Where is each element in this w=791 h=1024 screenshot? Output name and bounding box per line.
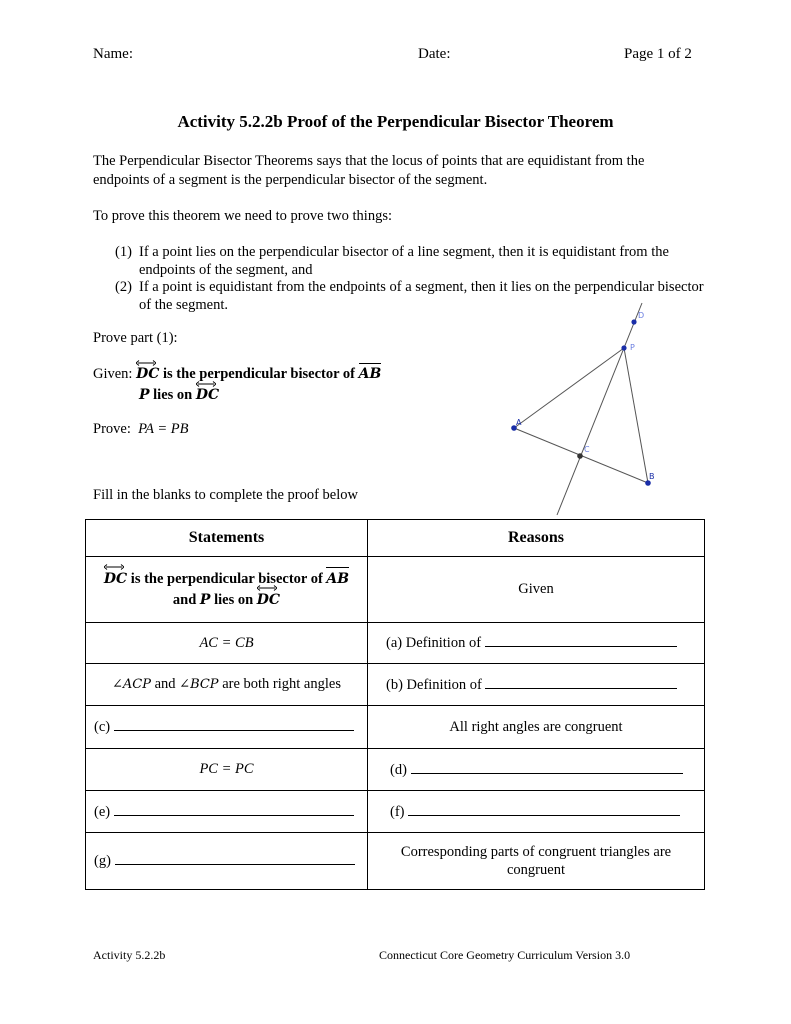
reason-cell: Corresponding parts of congruent triangles are congruent: [368, 833, 705, 890]
point-c: [577, 453, 583, 459]
label-d: D: [638, 311, 645, 320]
prove-label: Prove:: [93, 421, 131, 437]
segment-dc-line: DC: [136, 365, 159, 384]
reason-cell: (a) Definition of: [368, 623, 705, 664]
table-row: [86, 791, 705, 833]
table-row: [86, 664, 705, 706]
line-arrow-icon: [104, 564, 124, 570]
label-b: B: [649, 472, 655, 481]
segment-ab: AB: [326, 569, 349, 590]
page-label: Page 1 of 2: [624, 46, 692, 62]
prove-part-label: Prove part (1):: [93, 330, 178, 346]
reason-cell: (f): [368, 791, 705, 833]
list-number: (1): [115, 244, 132, 260]
prove-equation: PA = PB: [138, 421, 189, 437]
reason-cell: (d): [368, 749, 705, 791]
statements-header: Statements: [86, 520, 368, 557]
list-number: (2): [115, 279, 132, 295]
label-a: A: [516, 418, 522, 427]
statement-cell: DC is the perpendicular bisector of AB and P lies on DC: [86, 557, 368, 623]
segment-pb-line: [624, 348, 648, 483]
reason-cell: (b) Definition of: [368, 664, 705, 706]
point-d: [631, 319, 636, 324]
segment-dc-line: DC: [104, 569, 127, 590]
date-label: Date:: [418, 46, 451, 62]
perpendicular-bisector-line: [557, 303, 645, 515]
given-text-2: lies on: [153, 387, 193, 403]
point-p-dot: [621, 345, 626, 350]
statement-cell: (g): [86, 833, 368, 890]
given-text-1: is the perpendicular bisector of: [163, 366, 355, 382]
reason-cell: Given: [368, 557, 705, 623]
table-row: [86, 749, 705, 791]
label-c: C: [584, 445, 590, 454]
answer-blank-a[interactable]: [485, 634, 677, 647]
line-arrow-icon: [257, 585, 277, 591]
list-text: If a point lies on the perpendicular bisector of a line segment, then it is equidistant from the endpoints of the segment, and: [139, 244, 669, 278]
table-row: [86, 623, 705, 664]
answer-blank-c[interactable]: [114, 718, 354, 731]
answer-blank-e[interactable]: [114, 803, 354, 816]
segment-dc-line: DC: [257, 590, 280, 611]
table-row: [86, 557, 705, 623]
table-header-row: [86, 520, 705, 557]
line-arrow-icon: [196, 381, 216, 387]
footer-right: Connecticut Core Geometry Curriculum Version 3.0: [379, 948, 631, 962]
segment-ab: AB: [359, 365, 382, 384]
segment-bar-icon: [326, 567, 349, 568]
statement-cell: PC = PC: [86, 749, 368, 791]
given-label: Given:: [93, 366, 133, 382]
reason-cell: All right angles are congruent: [368, 706, 705, 749]
fill-in-instructions: Fill in the blanks to complete the proof below: [93, 487, 358, 503]
statement-cell: (e): [86, 791, 368, 833]
list-text: If a point is equidistant from the endpoints of a segment, then it lies on the perpendicular bisector of the segment.: [139, 279, 704, 313]
intro-paragraph: The Perpendicular Bisector Theorems says that the locus of points that are equidistant from the endpoints of a segment is the perpendicular bisector of the segment.: [93, 153, 645, 188]
page-title: Activity 5.2.2b Proof of the Perpendicular Bisector Theorem: [177, 112, 614, 131]
answer-blank-b[interactable]: [485, 676, 677, 689]
proof-table: [85, 519, 705, 890]
point-b: [645, 480, 651, 486]
point-p: P: [139, 387, 150, 403]
table-row: [86, 833, 705, 890]
line-arrow-icon: [136, 360, 156, 366]
answer-blank-d[interactable]: [411, 761, 683, 774]
footer-left: Activity 5.2.2b: [93, 948, 166, 962]
segment-dc-line: DC: [196, 386, 219, 405]
label-p: P: [630, 343, 635, 352]
answer-blank-f[interactable]: [408, 803, 680, 816]
name-label: Name:: [93, 46, 133, 62]
statement-cell: (c): [86, 706, 368, 749]
reasons-header: Reasons: [368, 520, 705, 557]
statement-cell: AC = CB: [86, 623, 368, 664]
statement-cell: ∠ACP and ∠BCP are both right angles: [86, 664, 368, 706]
table-row: [86, 706, 705, 749]
answer-blank-g[interactable]: [115, 852, 355, 865]
prove-two-things: To prove this theorem we need to prove two things:: [93, 208, 392, 224]
segment-bar-icon: [359, 363, 382, 364]
